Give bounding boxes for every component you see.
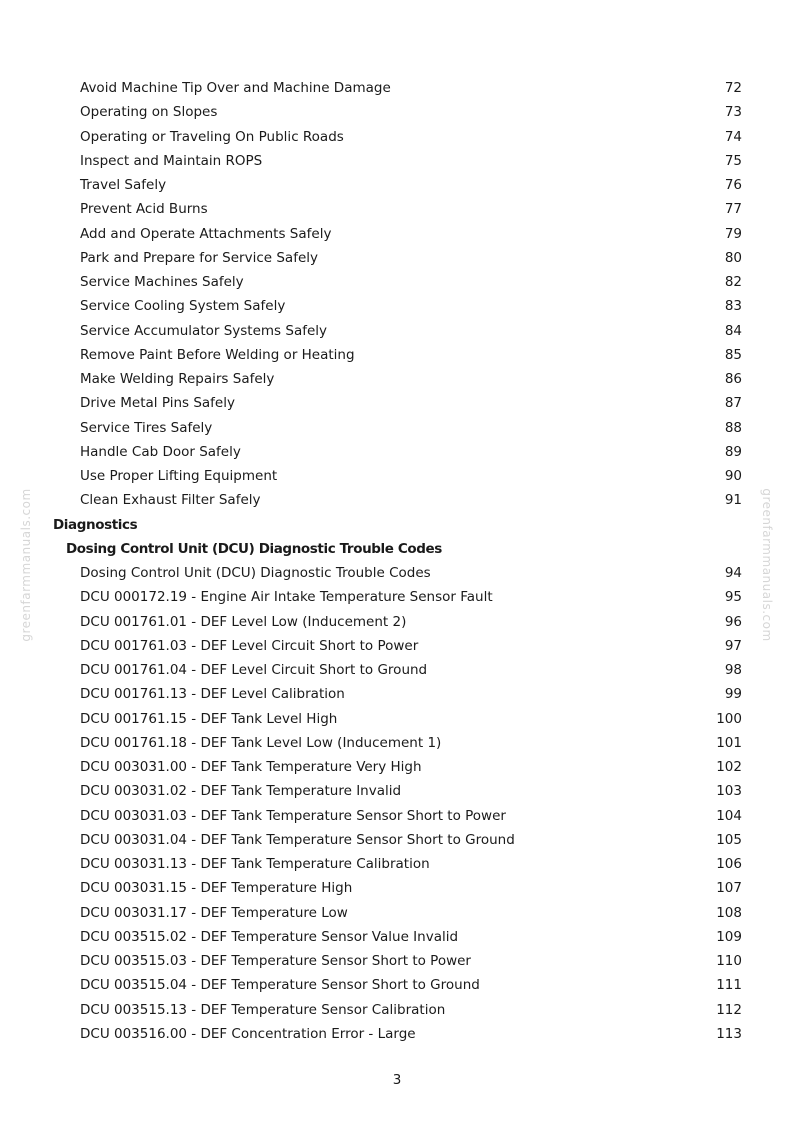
toc-entry-title: DCU 003031.15 - DEF Temperature High [80,880,353,897]
toc-entry-page: 99 [724,686,742,703]
toc-entry-page: 82 [724,274,742,290]
toc-entry-title: DCU 001761.18 - DEF Tank Level Low (Inducement 1) [80,734,442,751]
toc-entry[interactable] [0,319,794,343]
toc-entry-page: 106 [716,856,742,872]
toc-entry-page: 90 [724,468,742,484]
toc-entry-title: Dosing Control Unit (DCU) Diagnostic Trouble Codes [80,565,431,581]
toc-entry-title: DCU 003515.13 - DEF Temperature Sensor Calibration [80,1001,446,1018]
toc-entry[interactable] [0,658,794,682]
toc-entry[interactable] [0,585,794,609]
toc-entry-page: 73 [724,104,742,121]
toc-entry-title: DCU 003516.00 - DEF Concentration Error - Large [80,1025,416,1042]
toc-entry-title: DCU 001761.04 - DEF Level Circuit Short to Ground [80,662,428,678]
toc-entry-title: DCU 001761.13 - DEF Level Calibration [80,686,345,703]
toc-entry-page: 79 [724,225,742,242]
toc-entry-page: 76 [724,177,742,193]
toc-entry-title: Use Proper Lifting Equipment [80,468,278,484]
watermark-right: greenfarmmanuals.com [760,488,774,642]
toc-entry-title: DCU 003031.02 - DEF Tank Temperature Invalid [80,783,402,800]
toc-entry[interactable] [0,804,794,828]
toc-entry[interactable] [0,876,794,900]
toc-entry-page: 103 [716,783,742,800]
toc-entry[interactable] [0,149,794,173]
toc-entry-page: 88 [724,419,742,436]
toc-entry-title: Inspect and Maintain ROPS [80,152,263,169]
toc-entry-page: 107 [716,880,742,897]
toc-entry[interactable] [0,755,794,779]
toc-entry[interactable] [0,779,794,803]
toc-section-heading[interactable] [0,513,794,537]
toc-entry-title: Remove Paint Before Welding or Heating [80,346,355,363]
toc-entry[interactable] [0,634,794,658]
toc-entry[interactable] [0,391,794,415]
toc-entry[interactable] [0,707,794,731]
toc-entry-title: Service Cooling System Safely [80,298,286,315]
toc-entry-page: 75 [724,152,742,169]
toc-entry-page: 109 [716,928,742,945]
toc-entry-page: 110 [716,953,742,969]
toc-entry[interactable] [0,949,794,973]
toc-entry-title: Service Tires Safely [80,419,213,436]
table-of-contents [0,76,794,1046]
toc-entry[interactable] [0,416,794,440]
toc-entry-title: DCU 003515.03 - DEF Temperature Sensor Short to Power [80,953,471,969]
toc-entry[interactable] [0,925,794,949]
toc-entry-page: 87 [724,395,742,412]
toc-entry-page: 113 [716,1025,742,1042]
toc-entry[interactable] [0,1022,794,1046]
toc-entry-page: 95 [724,589,742,606]
toc-entry-title: DCU 003031.03 - DEF Tank Temperature Sensor Short to Power [80,807,506,824]
toc-entry-page: 112 [716,1001,742,1018]
toc-entry-page: 101 [716,734,742,751]
toc-entry-page: 91 [724,492,742,509]
toc-entry[interactable] [0,973,794,997]
toc-entry[interactable] [0,367,794,391]
toc-entry[interactable] [0,294,794,318]
toc-entry-page: 98 [724,662,742,678]
toc-entry[interactable] [0,852,794,876]
toc-entry-page: 72 [724,80,742,96]
toc-entry-page: 102 [716,759,742,775]
toc-entry-title: DCU 003515.04 - DEF Temperature Sensor Short to Ground [80,977,480,994]
toc-entry[interactable] [0,246,794,270]
toc-entry-title: Service Accumulator Systems Safely [80,322,328,339]
toc-entry-title: Diagnostics [53,516,138,533]
toc-entry-title: Clean Exhaust Filter Safely [80,492,261,509]
toc-entry[interactable] [0,610,794,634]
toc-entry-page: 104 [716,807,742,824]
toc-entry[interactable] [0,828,794,852]
toc-entry-title: DCU 001761.03 - DEF Level Circuit Short to Power [80,637,419,654]
toc-subsection-heading[interactable] [0,537,794,561]
toc-entry-title: Travel Safely [80,177,167,193]
toc-entry-title: Service Machines Safely [80,274,244,290]
toc-entry[interactable] [0,270,794,294]
toc-entry-title: Make Welding Repairs Safely [80,371,275,387]
toc-entry[interactable] [0,682,794,706]
toc-entry[interactable] [0,464,794,488]
toc-entry[interactable] [0,343,794,367]
toc-entry[interactable] [0,440,794,464]
toc-entry[interactable] [0,76,794,100]
toc-entry[interactable] [0,488,794,512]
toc-entry-page: 86 [724,371,742,387]
toc-entry-page: 108 [716,904,742,921]
toc-entry[interactable] [0,901,794,925]
toc-entry-page: 83 [724,298,742,315]
toc-entry-title: DCU 001761.01 - DEF Level Low (Inducement 2) [80,613,407,630]
toc-entry-page: 94 [724,565,742,581]
toc-entry-page: 84 [724,322,742,339]
toc-entry-page: 77 [724,201,742,218]
toc-entry[interactable] [0,125,794,149]
toc-entry-title: Operating on Slopes [80,104,218,121]
toc-entry-page: 89 [724,443,742,460]
toc-entry-page: 100 [716,710,742,727]
toc-entry-page: 80 [724,249,742,266]
toc-entry-title: DCU 001761.15 - DEF Tank Level High [80,710,338,727]
toc-entry[interactable] [0,561,794,585]
toc-entry-title: DCU 003515.02 - DEF Temperature Sensor Value Invalid [80,928,459,945]
toc-entry[interactable] [0,100,794,124]
toc-entry[interactable] [0,731,794,755]
toc-entry-title: DCU 003031.17 - DEF Temperature Low [80,904,348,921]
toc-entry-title: DCU 003031.04 - DEF Tank Temperature Sensor Short to Ground [80,831,515,848]
toc-entry-title: DCU 003031.13 - DEF Tank Temperature Calibration [80,856,430,872]
toc-entry-title: Operating or Traveling On Public Roads [80,128,344,145]
toc-entry-page: 74 [724,128,742,145]
toc-entry-title: DCU 003031.00 - DEF Tank Temperature Very High [80,759,422,775]
toc-entry[interactable] [0,998,794,1022]
toc-entry[interactable] [0,197,794,221]
toc-entry-page: 111 [716,977,742,994]
toc-entry-page: 97 [724,637,742,654]
watermark-left: greenfarmmanuals.com [19,488,33,642]
toc-entry-page: 85 [724,346,742,363]
toc-entry[interactable] [0,222,794,246]
toc-entry-title: Dosing Control Unit (DCU) Diagnostic Trouble Codes [66,540,442,557]
toc-entry-title: Park and Prepare for Service Safely [80,249,318,266]
toc-entry[interactable] [0,173,794,197]
toc-entry-page: 105 [716,831,742,848]
toc-entry-title: Prevent Acid Burns [80,201,208,218]
page-number: 3 [392,1072,402,1088]
toc-entry-title: Avoid Machine Tip Over and Machine Damage [80,80,391,96]
toc-entry-title: Handle Cab Door Safely [80,443,241,460]
toc-entry-page: 96 [724,613,742,630]
toc-entry-title: DCU 000172.19 - Engine Air Intake Temperature Sensor Fault [80,589,493,606]
toc-entry-title: Add and Operate Attachments Safely [80,225,332,242]
toc-entry-title: Drive Metal Pins Safely [80,395,235,412]
